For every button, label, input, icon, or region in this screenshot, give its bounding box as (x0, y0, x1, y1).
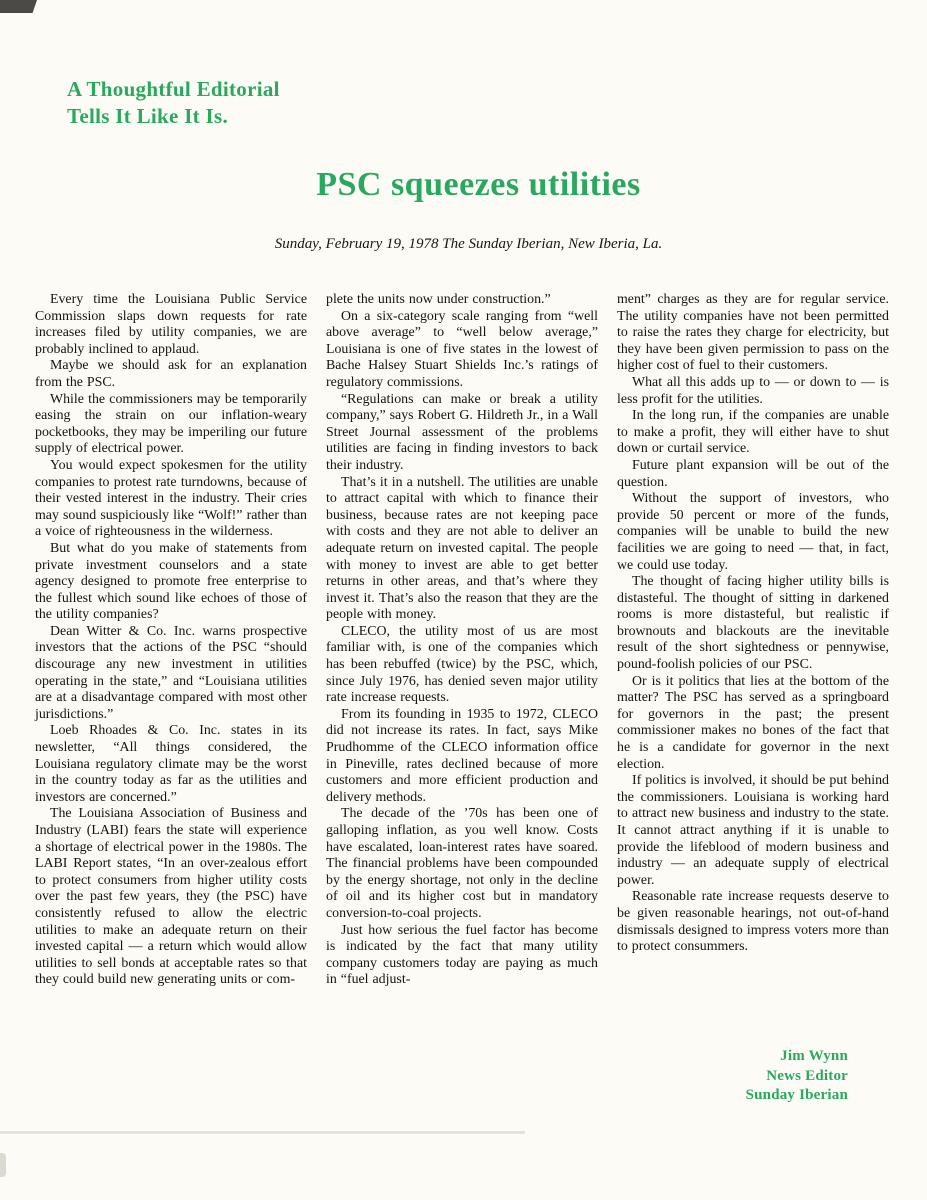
signature-paper: Sunday Iberian (745, 1087, 848, 1103)
article-paragraph: The thought of facing higher utility bills is distasteful. The thought of sitting in darkened rooms is more distasteful, but realistic if brownouts and blackouts are the inevitable result of the short sightedness or pennywise, pound-foolish policies of our PSC. (617, 574, 889, 673)
article-paragraph: Just how serious the fuel factor has become is indicated by the fact that many utility company customers today are paying as much in “fuel adjust- (326, 922, 598, 988)
article-paragraph: Or is it politics that lies at the bottom of the matter? The PSC has served as a springboard for governors in the past; the present commissioner makes no bones of the fact that he is a candidate for governor in the next election. (617, 673, 889, 772)
article-paragraph: While the commissioners may be temporarily easing the strain on our inflation-weary pocketbooks, they may be imperiling our future supply of electrical power. (35, 391, 307, 457)
scan-smudge-artifact (0, 1153, 6, 1177)
article-paragraph: Reasonable rate increase requests deserve to be given reasonable hearings, not out-of-hand dismissals designed to impress voters more than to protect consummers. (617, 889, 889, 955)
scan-corner-artifact (0, 0, 37, 13)
article-paragraph: On a six-category scale ranging from “well above average” to “well below average,” Louisiana is one of five states in the lowest of Bache Halsey Stuart Shields Inc.’s ratings of regulatory commissions. (326, 308, 598, 390)
article-paragraph: ment” charges as they are for regular service. The utility companies have not been permitted to raise the rates they charge for electricity, but they have been given permission to pass on the higher cost of fuel to their customers. (617, 292, 889, 374)
article-paragraph: Loeb Rhoades & Co. Inc. states in its newsletter, “All things considered, the Louisiana regulatory climate may be the worst in the country today as far as the utilities and investors are concerned.” (35, 723, 307, 805)
article-paragraph: Future plant expansion will be out of the question. (617, 457, 889, 490)
article-dateline: Sunday, February 19, 1978 The Sunday Iberian, New Iberia, La. (274, 236, 663, 252)
signature-block (746, 1047, 848, 1106)
article-paragraph: That’s it in a nutshell. The utilities are unable to attract capital with which to finance their business, because rates are not keeping pace with costs and they are not able to deliver an adequate return on invested capital. The people with money to invest are able to get better returns in other areas, and that’s where they invest it. That’s also the reason that they are the people with money. (326, 474, 598, 623)
scan-edge-line-artifact (0, 1131, 525, 1134)
article-paragraph: Dean Witter & Co. Inc. warns prospective investors that the actions of the PSC “should discourage any new investment in utilities operating in the state,” and “Louisiana utilities are at a disadvantage compared with most other jurisdictions.” (35, 623, 307, 722)
article-paragraph: You would expect spokesmen for the utility companies to protest rate turndowns, because of their vested interest in the industry. Their cries may sound suspiciously like “Wolf!” rather than a voice of righteousness in the wilderness. (35, 457, 307, 540)
article-paragraph: What all this adds up to — or down to — is less profit for the utilities. (617, 374, 889, 407)
article-paragraph: “Regulations can make or break a utility company,” says Robert G. Hildreth Jr., in a Wall Street Journal assessment of the problems utilities are facing in finding investors to back their industry. (326, 391, 598, 473)
article-columns (35, 292, 891, 989)
article-column (326, 292, 598, 989)
article-paragraph: The decade of the ’70s has been one of galloping inflation, as you well know. Costs have escalated, loan-interest rates have soared. The financial problems have been compounded by the energy shortage, not only in the decline of oil and its higher cost but in mandatory conversion-to-coal projects. (326, 806, 598, 921)
article-paragraph: If politics is involved, it should be put behind the commissioners. Louisiana is working hard to attract new business and industry to the state. It cannot attract anything if it is unable to provide the lifeblood of modern business and industry — an adequate supply of electrical power. (617, 773, 889, 888)
kicker-line-1: A Thoughtful Editorial (67, 77, 280, 101)
article-column (35, 292, 307, 989)
article-paragraph: Maybe we should ask for an explanation from the PSC. (35, 358, 307, 390)
article-paragraph: From its founding in 1935 to 1972, CLECO did not increase its rates. In fact, says Mike Prudhomme of the CLECO information office in Pineville, rates declined because of more customers and more efficient production and delivery methods. (326, 706, 598, 805)
article-paragraph: Every time the Louisiana Public Service Commission slaps down requests for rate increases filed by utility companies, we are probably inclined to applaud. (35, 292, 307, 357)
article-paragraph: But what do you make of statements from private investment counselors and a state agency designed to promote free enterprise to the fullest which sound like echoes of those of the utility companies? (35, 540, 307, 623)
article-column (617, 292, 889, 989)
article-paragraph: Without the support of investors, who provide 50 percent or more of the funds, companies will be unable to build the new facilities we are going to need — that, in fact, we could use today. (617, 491, 889, 573)
signature-role: News Editor (766, 1067, 848, 1084)
article-headline: PSC squeezes utilities (316, 166, 641, 203)
editorial-kicker (67, 76, 280, 130)
article-paragraph: The Louisiana Association of Business and Industry (LABI) fears the state will experience a shortage of electrical power in the 1980s. The LABI Report states, “In an over-zealous effort to protect consumers from higher utility costs over the past few years, they (the PSC) have consistently refused to allow the electric utilities to make an adequate return on their invested capital — a return which would allow utilities to sell bonds at acceptable rates so that they could build new generating units or com- (35, 806, 307, 988)
signature-name: Jim Wynn (780, 1048, 848, 1064)
article-paragraph: CLECO, the utility most of us are most familiar with, is one of the companies which has been rebuffed (twice) by the PSC, which, since July 1976, has denied seven major utility rate increase requests. (326, 623, 598, 706)
kicker-line-2: Tells It Like It Is. (67, 104, 229, 128)
article-paragraph: plete the units now under construction.” (326, 292, 551, 307)
article-paragraph: In the long run, if the companies are unable to make a profit, they will either have to shut down or curtail service. (617, 408, 889, 457)
